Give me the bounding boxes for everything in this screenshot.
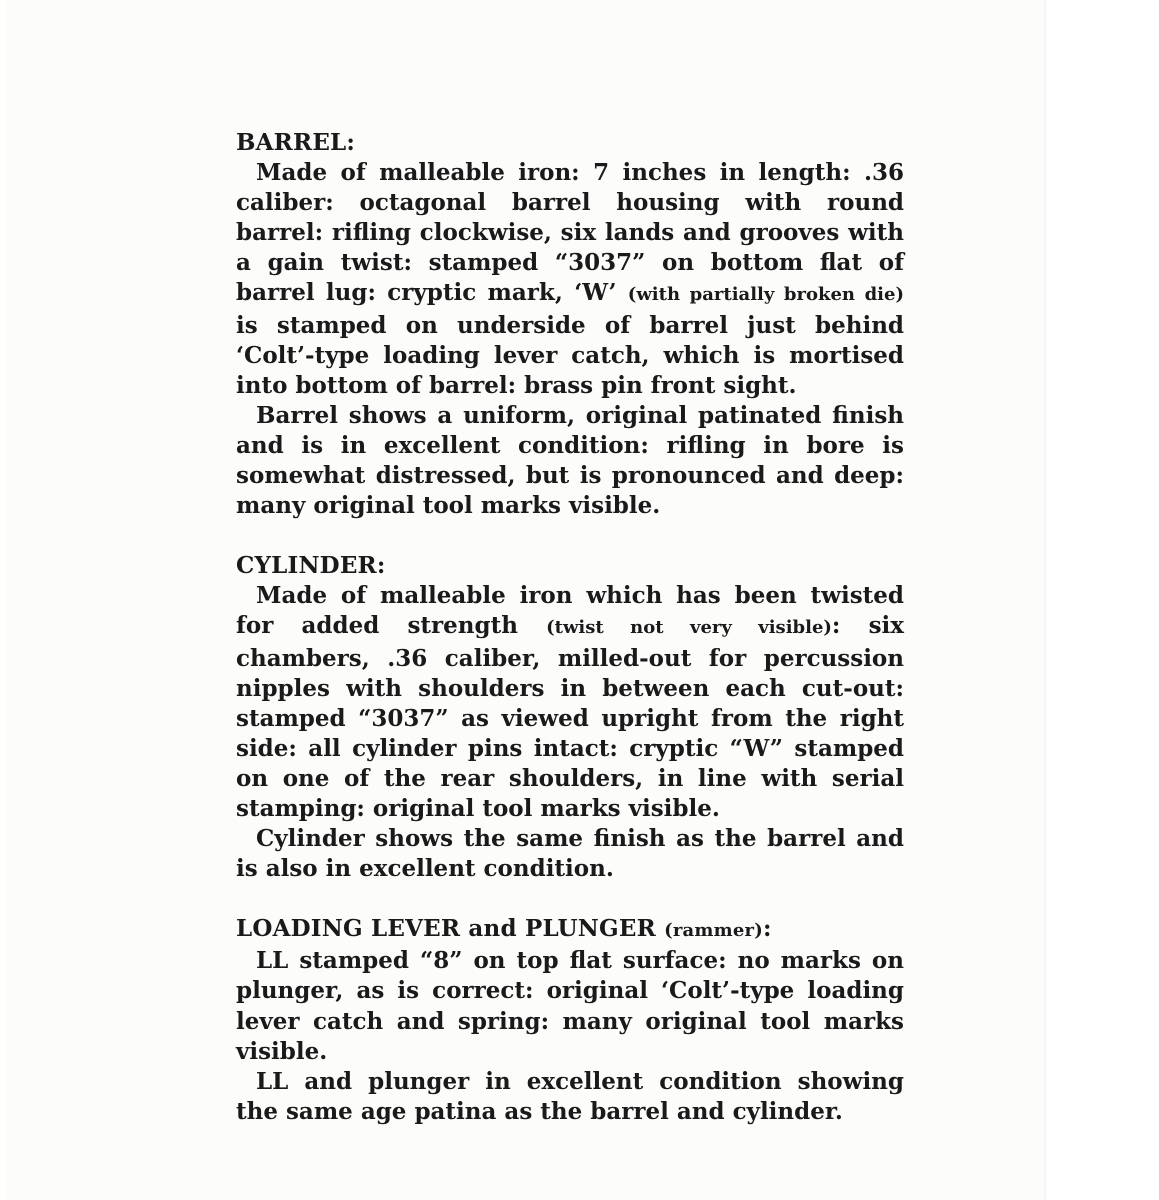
paper-edge: [1044, 0, 1047, 1200]
document-body: [236, 128, 904, 1157]
cylinder-description-note: (twist not very visible): [546, 617, 832, 639]
cylinder-description-text-b: : six chambers, .36 caliber, milled-out for percussion nipples with shoulders in between each cut-out: stamped “3037” as viewed upright from the right side: all cylinder pins intact: cryptic “W” stamped on one of the rear shoulders, in line with serial stamping: original tool marks visible.: [236, 612, 904, 822]
cylinder-condition: Cylinder shows the same finish as the barrel and is also in excellent condition.: [236, 825, 904, 883]
loading-lever-description: LL stamped “8” on top flat surface: no marks on plunger, as is correct: original ‘Colt’-type loading lever catch and spring: many original tool marks visible.: [236, 947, 904, 1065]
loading-lever-heading-main: LOADING LEVER and PLUNGER: [236, 915, 665, 943]
barrel-section: [236, 128, 904, 521]
barrel-description-note: (with partially broken die): [627, 284, 904, 306]
barrel-description: [236, 158, 904, 401]
cylinder-description: [236, 581, 904, 824]
cylinder-heading: CYLINDER:: [236, 552, 386, 580]
loading-lever-condition: LL and plunger in excellent condition showing the same age patina as the barrel and cylinder.: [236, 1067, 904, 1125]
cylinder-description-text-a: Made of malleable iron which has been twisted for added strength: [236, 582, 904, 640]
loading-lever-heading: [236, 914, 904, 946]
barrel-description-text-b: is stamped on underside of barrel just behind ‘Colt’-type loading lever catch, which is mortised into bottom of barrel: brass pin front sight.: [236, 311, 904, 399]
loading-lever-section: [236, 914, 904, 1127]
cylinder-section: [236, 551, 904, 884]
loading-lever-heading-note: (rammer): [664, 920, 763, 942]
barrel-heading: BARREL:: [236, 129, 356, 156]
loading-lever-heading-end: :: [762, 915, 772, 943]
barrel-description-text-a: Made of malleable iron: 7 inches in length: .36 caliber: octagonal barrel housing with round barrel: rifling clockwise, six lands and grooves with a gain twist: stamped “3037” on bottom flat of barrel lug: cryptic mark, ‘W’: [236, 159, 904, 307]
barrel-condition: Barrel shows a uniform, original patinated finish and is in excellent condition: rifling in bore is somewhat distressed, but is pronounced and deep: many original tool marks visible.: [236, 401, 904, 520]
